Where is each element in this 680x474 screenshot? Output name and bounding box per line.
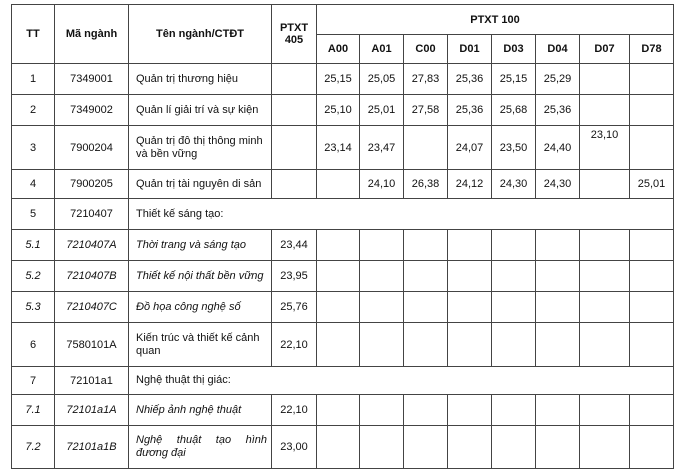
table-row	[12, 230, 674, 261]
score-cell: 25,15	[317, 64, 360, 95]
score-cell	[317, 170, 360, 199]
row-code: 72101a1A	[55, 395, 129, 426]
score-cell: 25,15	[492, 64, 536, 95]
score-cell	[536, 395, 580, 426]
table-row-group	[12, 367, 674, 395]
score-cell	[404, 261, 448, 292]
row-tt: 7.2	[12, 426, 55, 469]
score-cell: 27,58	[404, 95, 448, 126]
row-ptxt-405	[272, 95, 317, 126]
score-cell	[630, 426, 674, 469]
row-tt: 5.1	[12, 230, 55, 261]
table-row-group	[12, 199, 674, 230]
row-ptxt-405: 22,10	[272, 323, 317, 367]
score-cell	[630, 126, 674, 170]
row-tt: 5	[12, 199, 55, 230]
score-cell	[448, 292, 492, 323]
row-name: Quản trị đô thị thông minh và bền vững	[129, 126, 272, 170]
score-cell: 23,10	[580, 126, 630, 170]
score-cell	[536, 261, 580, 292]
header-subject: D07	[580, 35, 630, 64]
score-cell	[536, 292, 580, 323]
score-cell	[360, 426, 404, 469]
score-cell	[580, 261, 630, 292]
row-tt: 5.2	[12, 261, 55, 292]
row-ptxt-405	[272, 126, 317, 170]
score-cell	[448, 230, 492, 261]
score-cell: 23,50	[492, 126, 536, 170]
header-subject: D03	[492, 35, 536, 64]
table-row	[12, 95, 674, 126]
header-tt: TT	[12, 5, 55, 64]
row-code: 7349002	[55, 95, 129, 126]
row-code: 72101a1B	[55, 426, 129, 469]
score-cell	[580, 64, 630, 95]
score-cell: 25,29	[536, 64, 580, 95]
score-cell	[360, 261, 404, 292]
score-cell	[580, 395, 630, 426]
score-cell	[492, 395, 536, 426]
score-cell: 27,83	[404, 64, 448, 95]
score-cell	[492, 292, 536, 323]
row-name: Kiến trúc và thiết kế cảnh quan	[129, 323, 272, 367]
score-cell	[492, 261, 536, 292]
score-cell	[448, 395, 492, 426]
header-subject: A01	[360, 35, 404, 64]
row-ptxt-405	[272, 64, 317, 95]
row-group-name: Nghệ thuật thị giác:	[129, 367, 674, 395]
score-cell: 23,14	[317, 126, 360, 170]
score-cell	[492, 230, 536, 261]
score-cell	[580, 426, 630, 469]
score-cell	[404, 230, 448, 261]
score-cell: 24,30	[492, 170, 536, 199]
row-tt: 2	[12, 95, 55, 126]
score-cell: 24,40	[536, 126, 580, 170]
score-cell	[317, 230, 360, 261]
score-cell: 25,36	[448, 95, 492, 126]
row-code: 7900205	[55, 170, 129, 199]
score-cell: 24,10	[360, 170, 404, 199]
score-cell	[580, 95, 630, 126]
score-cell	[536, 426, 580, 469]
score-cell	[360, 292, 404, 323]
score-cell	[630, 292, 674, 323]
score-cell	[630, 64, 674, 95]
score-cell	[404, 426, 448, 469]
score-cell: 25,01	[630, 170, 674, 199]
score-cell	[630, 323, 674, 367]
header-subject: A00	[317, 35, 360, 64]
row-ptxt-405	[272, 170, 317, 199]
table-row	[12, 426, 674, 469]
score-cell	[630, 230, 674, 261]
row-name: Quản lí giải trí và sự kiện	[129, 95, 272, 126]
score-cell	[360, 323, 404, 367]
header-subject: D01	[448, 35, 492, 64]
row-name: Quản trị thương hiệu	[129, 64, 272, 95]
score-cell	[580, 170, 630, 199]
row-code: 7210407B	[55, 261, 129, 292]
score-cell: 23,47	[360, 126, 404, 170]
score-cell	[317, 426, 360, 469]
score-cell: 25,68	[492, 95, 536, 126]
header-code: Mã ngành	[55, 5, 129, 64]
score-cell	[404, 126, 448, 170]
header-subject: C00	[404, 35, 448, 64]
row-tt: 7	[12, 367, 55, 395]
score-cell	[630, 261, 674, 292]
admission-score-table	[11, 4, 674, 469]
header-ptxt-405: PTXT 405	[272, 5, 317, 64]
row-ptxt-405: 23,00	[272, 426, 317, 469]
score-cell	[448, 323, 492, 367]
score-cell	[448, 261, 492, 292]
row-ptxt-405: 23,44	[272, 230, 317, 261]
row-name: Quản trị tài nguyên di sản	[129, 170, 272, 199]
row-code: 7210407	[55, 199, 129, 230]
header-ptxt-100: PTXT 100	[317, 5, 674, 35]
score-cell	[580, 323, 630, 367]
score-cell: 25,05	[360, 64, 404, 95]
row-code: 7349001	[55, 64, 129, 95]
row-name: Nghệ thuật tạo hình đương đại	[129, 426, 272, 469]
score-cell	[317, 292, 360, 323]
row-tt: 7.1	[12, 395, 55, 426]
row-tt: 6	[12, 323, 55, 367]
row-tt: 3	[12, 126, 55, 170]
table-row	[12, 64, 674, 95]
score-cell	[448, 426, 492, 469]
table-row	[12, 170, 674, 199]
score-cell: 25,36	[448, 64, 492, 95]
score-cell	[360, 230, 404, 261]
score-cell	[317, 261, 360, 292]
row-tt: 5.3	[12, 292, 55, 323]
table-row	[12, 261, 674, 292]
row-ptxt-405: 23,95	[272, 261, 317, 292]
row-code: 7580101A	[55, 323, 129, 367]
row-code: 72101a1	[55, 367, 129, 395]
score-cell	[317, 395, 360, 426]
row-code: 7210407A	[55, 230, 129, 261]
score-cell	[404, 292, 448, 323]
table-row	[12, 323, 674, 367]
score-cell	[317, 323, 360, 367]
score-cell	[536, 230, 580, 261]
row-ptxt-405: 22,10	[272, 395, 317, 426]
table-row	[12, 292, 674, 323]
row-tt: 1	[12, 64, 55, 95]
row-name: Thời trang và sáng tạo	[129, 230, 272, 261]
header-name: Tên ngành/CTĐT	[129, 5, 272, 64]
row-name: Đồ họa công nghệ số	[129, 292, 272, 323]
score-cell	[360, 395, 404, 426]
score-cell	[580, 292, 630, 323]
row-name: Nhiếp ảnh nghệ thuật	[129, 395, 272, 426]
score-cell	[580, 230, 630, 261]
score-cell	[404, 323, 448, 367]
score-cell	[404, 395, 448, 426]
row-tt: 4	[12, 170, 55, 199]
table-row	[12, 126, 674, 170]
score-cell	[630, 395, 674, 426]
score-cell: 25,36	[536, 95, 580, 126]
row-code: 7900204	[55, 126, 129, 170]
row-code: 7210407C	[55, 292, 129, 323]
score-cell: 25,01	[360, 95, 404, 126]
score-cell	[492, 426, 536, 469]
table-row	[12, 395, 674, 426]
score-cell: 26,38	[404, 170, 448, 199]
header-subject: D04	[536, 35, 580, 64]
row-group-name: Thiết kế sáng tạo:	[129, 199, 674, 230]
row-name: Thiết kế nội thất bền vững	[129, 261, 272, 292]
score-cell	[536, 323, 580, 367]
score-cell: 24,12	[448, 170, 492, 199]
row-ptxt-405: 25,76	[272, 292, 317, 323]
score-cell	[492, 323, 536, 367]
score-cell: 24,07	[448, 126, 492, 170]
score-cell: 24,30	[536, 170, 580, 199]
header-subject: D78	[630, 35, 674, 64]
score-cell: 25,10	[317, 95, 360, 126]
score-cell	[630, 95, 674, 126]
